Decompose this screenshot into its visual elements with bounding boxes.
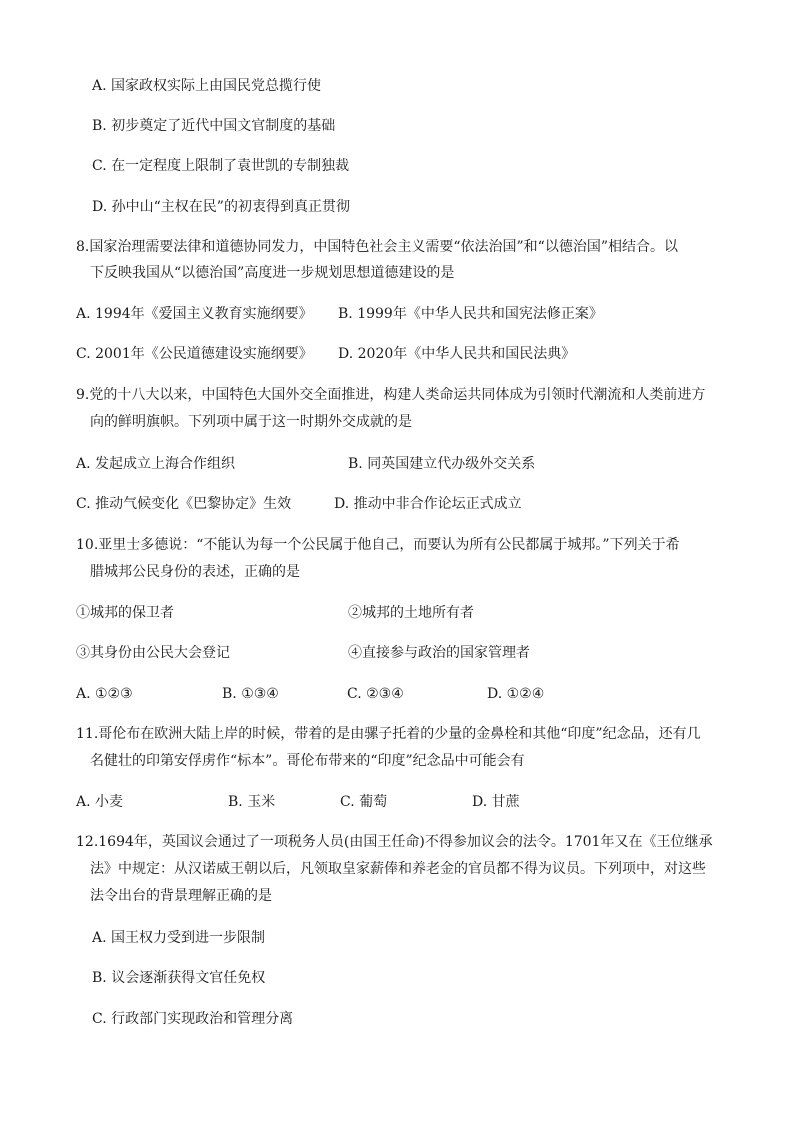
q10-stem-line2: 腊城邦公民身份的表述，正确的是 — [90, 564, 300, 580]
q8-stem-line2: 下反映我国从“以德治国”高度进一步规划思想道德建设的是 — [90, 265, 455, 281]
q11-stem-line1: 11.哥伦布在欧洲大陆上岸的时候，带着的是由骡子托着的少量的金鼻栓和其他“印度”纪念品，还有几 — [76, 726, 701, 742]
q8-stem-line1: 8.国家治理需要法律和道德协同发力，中国特色社会主义需要“依法治国”和“以德治国”相结合。以 — [76, 239, 678, 255]
q7-option-c: C. 在一定程度上限制了袁世凯的专制独裁 — [92, 158, 350, 174]
q8-option-a: A. 1994年《爱国主义教育实施纲要》 — [76, 306, 313, 322]
q12-stem-line3: 法令出台的背景理解正确的是 — [90, 888, 272, 904]
q12-option-c: C. 行政部门实现政治和管理分离 — [92, 1011, 294, 1027]
q7-option-a: A. 国家政权实际上由国民党总揽行使 — [92, 78, 322, 94]
q12-stem-line2: 法》中规定：从汉诺威王朝以后，凡领取皇家薪俸和养老金的官员都不得为议员。下列项中，对这些 — [90, 861, 706, 877]
q10-option-b: B. ①③④ — [222, 686, 279, 702]
q11-option-d: D. 甘蔗 — [472, 794, 520, 810]
q8-option-b: B. 1999年《中华人民共和国宪法修正案》 — [338, 306, 603, 322]
q8-option-d: D. 2020年《中华人民共和国民法典》 — [338, 346, 576, 362]
q10-statement-2: ②城邦的土地所有者 — [348, 605, 474, 621]
q9-option-b: B. 同英国建立代办级外交关系 — [348, 456, 536, 472]
q9-stem-line2: 向的鲜明旗帜。下列项中属于这一时期外交成就的是 — [90, 414, 412, 430]
q11-option-a: A. 小麦 — [76, 794, 124, 810]
q7-option-d: D. 孙中山“主权在民”的初衷得到真正贯彻 — [92, 199, 350, 215]
q9-option-a: A. 发起成立上海合作组织 — [76, 456, 236, 472]
q11-option-b: B. 玉米 — [228, 794, 276, 810]
q10-statement-4: ④直接参与政治的国家管理者 — [348, 645, 530, 661]
q12-stem-line1: 12.1694年，英国议会通过了一项税务人员(由国王任命)不得参加议会的法令。1701年又在《王位继承 — [76, 834, 713, 850]
q12-option-a: A. 国王权力受到进一步限制 — [92, 930, 266, 946]
q10-stem-line1: 10.亚里士多德说：“不能认为每一个公民属于他自己，而要认为所有公民都属于城邦。”下列关于希 — [76, 537, 680, 553]
q12-option-b: B. 议会逐渐获得文官任免权 — [92, 970, 266, 986]
q7-option-b: B. 初步奠定了近代中国文官制度的基础 — [92, 118, 336, 134]
q9-option-d: D. 推动中非合作论坛正式成立 — [334, 496, 522, 512]
q10-option-a: A. ①②③ — [76, 686, 133, 702]
q8-option-c: C. 2001年《公民道德建设实施纲要》 — [76, 346, 313, 362]
q11-stem-line2: 名健壮的印第安俘虏作“标本”。哥伦布带来的“印度”纪念品中可能会有 — [90, 753, 525, 769]
q10-option-d: D. ①②④ — [487, 686, 545, 702]
q11-option-c: C. 葡萄 — [340, 794, 388, 810]
q10-option-c: C. ②③④ — [347, 686, 404, 702]
q10-statement-1: ①城邦的保卫者 — [76, 605, 174, 621]
q10-statement-3: ③其身份由公民大会登记 — [76, 645, 230, 661]
q9-stem-line1: 9.党的十八大以来，中国特色大国外交全面推进，构建人类命运共同体成为引领时代潮流和人类前进方 — [76, 387, 706, 403]
q9-option-c: C. 推动气候变化《巴黎协定》生效 — [76, 496, 292, 512]
